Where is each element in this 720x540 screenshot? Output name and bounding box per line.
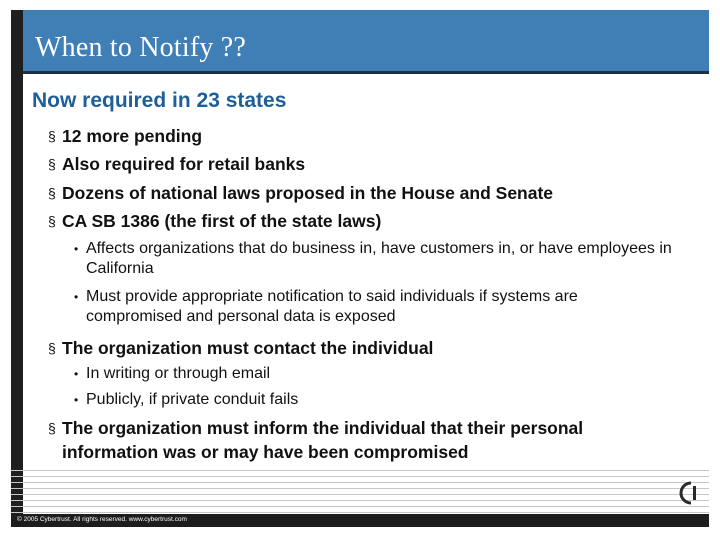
dot-bullet-icon: • [74,367,79,381]
bullet-text: 12 more pending [62,126,203,146]
bullet-item [48,181,668,205]
cybertrust-logo-icon [678,480,704,506]
sub-bullet-text: Affects organizations that do business in, have customers in, or have employees in California [86,240,672,277]
square-bullet-icon: § [48,185,56,201]
sub-bullet-item [74,390,674,410]
bullet-item [48,152,668,176]
square-bullet-icon: § [48,213,56,229]
sub-bullet-item [74,287,674,327]
bullet-text: Also required for retail banks [62,154,306,174]
sub-bullet-text: In writing or through email [86,365,271,382]
sub-bullet-text: Publicly, if private conduit fails [86,391,299,408]
bullet-text: Dozens of national laws proposed in the House and Senate [62,183,554,203]
sub-bullet-item [74,239,674,279]
sub-bullet-item [74,364,674,384]
copyright-text: © 2005 Cybertrust. All rights reserved. www.cybertrust.com [17,516,187,523]
square-bullet-icon: § [48,128,56,144]
square-bullet-icon: § [48,156,56,172]
bullet-text: CA SB 1386 (the first of the state laws) [62,211,382,231]
footer-stripes [11,470,709,518]
bullet-item [48,336,668,360]
square-bullet-icon: § [48,420,56,436]
dot-bullet-icon: • [74,290,79,304]
slide-subtitle: Now required in 23 states [32,89,287,112]
bullet-item [48,416,668,464]
bullet-text: The organization must contact the individual [62,338,434,358]
footer-bar [11,514,709,527]
dot-bullet-icon: • [74,242,79,256]
sub-bullet-text: Must provide appropriate notification to said individuals if systems are compromised and personal data is exposed [86,288,578,325]
bullet-text: The organization must inform the individual that their personal information was or may have been compromised [62,418,584,462]
square-bullet-icon: § [48,340,56,356]
dot-bullet-icon: • [74,393,79,407]
bullet-item [48,124,668,148]
slide-title: When to Notify ?? [35,32,246,63]
bullet-item [48,209,668,233]
